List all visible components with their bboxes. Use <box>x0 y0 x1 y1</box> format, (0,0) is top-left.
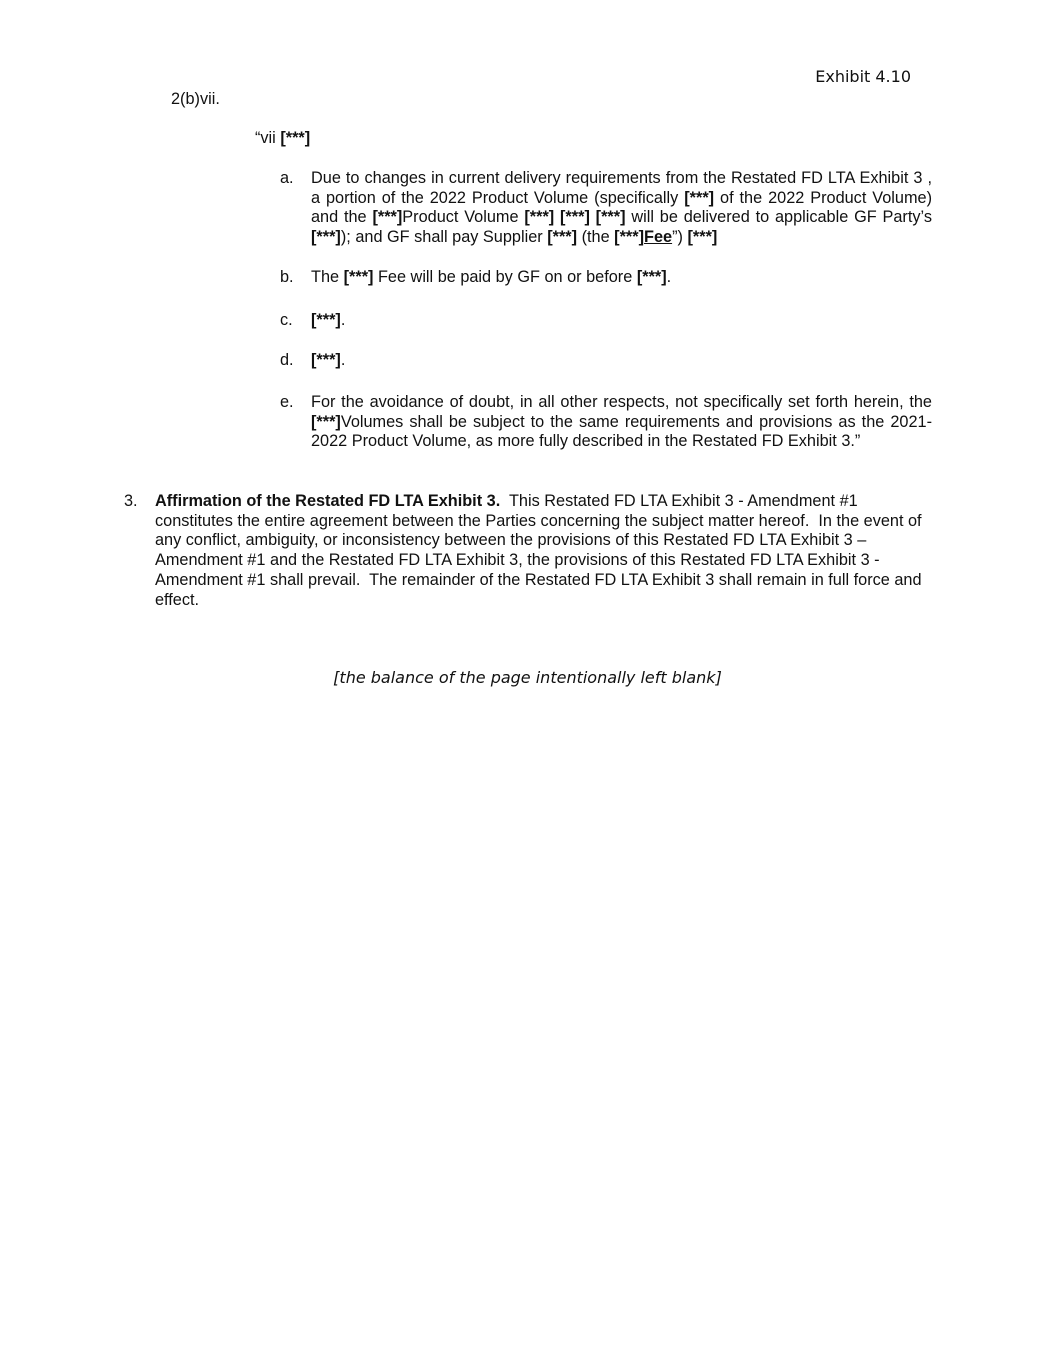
list-label: a. <box>280 169 294 187</box>
redaction-marker: [***] <box>614 228 645 247</box>
defined-term-fee: Fee <box>644 228 673 247</box>
list-item-c <box>280 311 932 331</box>
redaction-marker: [***] <box>311 311 341 329</box>
redaction-marker: [***] <box>687 228 718 247</box>
section-body: This Restated FD LTA Exhibit 3 - Amendment #1 constitutes the entire agreement between the Parties concerning the subject matter hereof. In the event of any conflict, ambiguity, or inconsistency between the provisions of this Restated FD LTA Exhibit 3 – Amendment #1 and the Restated FD LTA Exhibit 3, the provisions of this Restated FD LTA Exhibit 3 - Amendment #1 shall prevail. The remainder of the Restated FD LTA Exhibit 3 shall remain in full force and effect. <box>155 492 927 609</box>
text-run: Product Volume <box>402 208 525 227</box>
list-item-text <box>311 169 932 248</box>
list-item-text <box>311 268 932 288</box>
redaction-marker: [***] <box>684 188 715 207</box>
section-3-text <box>155 492 927 610</box>
list-item-e <box>280 393 932 452</box>
list-item-b <box>280 268 932 288</box>
text-run: Fee will be paid by GF on or before <box>373 268 637 286</box>
list-item-text <box>311 311 932 331</box>
list-item-d <box>280 351 932 371</box>
redaction-marker: [***] <box>280 129 311 147</box>
list-item-a <box>280 169 932 248</box>
redaction-marker: [***] <box>311 351 341 369</box>
redaction-marker: [***] <box>547 228 578 247</box>
redaction-marker: [***] <box>311 228 341 247</box>
section-heading: Affirmation of the Restated FD LTA Exhibit 3. <box>155 492 501 510</box>
text-run: of the 2022 Product Volume) and the <box>311 188 932 227</box>
text-run: . <box>340 311 346 329</box>
redaction-marker: [***] <box>636 268 667 286</box>
section-number: 3. <box>124 492 138 510</box>
redaction-marker: [***] [***] [***] <box>524 208 626 227</box>
list-label: e. <box>280 393 294 411</box>
text-run: will be delivered to applicable GF Party’s <box>625 208 932 227</box>
text-run: The <box>311 268 344 286</box>
clause-vii-open: “vii <box>255 129 281 147</box>
redaction-marker: [***] <box>372 208 403 227</box>
text-run: . <box>340 351 346 369</box>
section-3 <box>124 492 927 610</box>
exhibit-header: Exhibit 4.10 <box>815 67 911 86</box>
list-item-text <box>311 393 932 452</box>
text-run: Due to changes in current delivery requirements from the Restated FD LTA Exhibit 3 , a portion of the 2022 Product Volume (specifically <box>311 169 932 207</box>
text-run: ); and GF shall pay Supplier <box>340 228 548 247</box>
list-label: b. <box>280 268 294 286</box>
clause-vii-heading <box>255 129 310 149</box>
section-reference: 2(b)vii. <box>171 90 220 108</box>
list-label: d. <box>280 351 294 369</box>
blank-page-note: [the balance of the page intentionally left blank] <box>333 668 722 687</box>
redaction-marker: [***] <box>311 412 341 431</box>
list-label: c. <box>280 311 293 329</box>
text-run: . <box>666 268 672 286</box>
text-run: For the avoidance of doubt, in all other respects, not specifically set forth herein, the <box>311 393 932 411</box>
text-run: Volumes shall be subject to the same requirements and provisions as the 2021-2022 Product Volume, as more fully described in the Restated FD Exhibit 3.” <box>311 412 932 451</box>
redaction-marker: [***] <box>343 268 374 286</box>
text-run: (the <box>577 228 615 247</box>
text-run: ”) <box>672 228 688 247</box>
list-item-text <box>311 351 932 371</box>
